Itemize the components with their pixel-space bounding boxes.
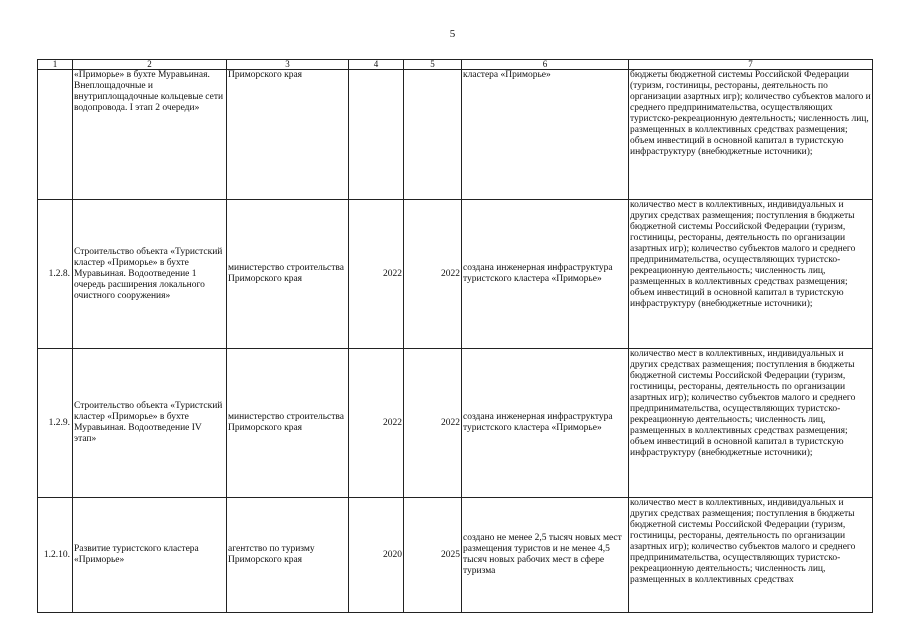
expected-result: кластера «Приморье» bbox=[462, 70, 629, 200]
item-number: 1.2.9. bbox=[38, 349, 73, 498]
column-header: 4 bbox=[349, 60, 404, 70]
expected-result: создана инженерная инфраструктура туристского кластера «Приморье» bbox=[462, 349, 629, 498]
start-year: 2022 bbox=[349, 349, 404, 498]
column-header: 5 bbox=[404, 60, 462, 70]
end-year: 2022 bbox=[404, 349, 462, 498]
responsible-executor: министерство строительства Приморского края bbox=[227, 200, 349, 349]
start-year: 2020 bbox=[349, 498, 404, 613]
column-header: 6 bbox=[462, 60, 629, 70]
measure-name: «Приморье» в бухте Муравьиная. Внеплощадочные и внутриплощадочные кольцевые сети водопровода. I этап 2 очереди» bbox=[73, 70, 227, 200]
end-year bbox=[404, 70, 462, 200]
column-header: 3 bbox=[227, 60, 349, 70]
expected-result: создана инженерная инфраструктура туристского кластера «Приморье» bbox=[462, 200, 629, 349]
column-number-row bbox=[38, 60, 873, 70]
target-indicators: бюджеты бюджетной системы Российской Федерации (туризм, гостиницы, рестораны, деятельность по организации азартных игр); количество субъектов малого и среднего предпринимательства, осуществляющих туристско-рекреационную деятельность; численность лиц, размещенных в коллективных средствах размещения; объем инвестиций в основной капитал в туристскую инфраструктуру (внебюджетные источники); bbox=[629, 70, 873, 200]
measure-name: Развитие туристского кластера «Приморье» bbox=[73, 498, 227, 613]
column-header: 1 bbox=[38, 60, 73, 70]
table-row bbox=[38, 349, 873, 498]
responsible-executor: Приморского края bbox=[227, 70, 349, 200]
target-indicators: количество мест в коллективных, индивидуальных и других средствах размещения; поступления в бюджеты бюджетной системы Российской Федерации (туризм, гостиницы, рестораны, деятельность по организации азартных игр); количество субъектов малого и среднего предпринимательства, осуществляющих туристско-рекреационную деятельность; численность лиц, размещенных в коллективных средствах размещения; объем инвестиций в основной капитал в туристскую инфраструктуру (внебюджетные источники); bbox=[629, 349, 873, 498]
item-number: 1.2.10. bbox=[38, 498, 73, 613]
column-header: 7 bbox=[629, 60, 873, 70]
start-year: 2022 bbox=[349, 200, 404, 349]
end-year: 2022 bbox=[404, 200, 462, 349]
measure-name: Строительство объекта «Туристский кластер «Приморье» в бухте Муравьиная. Водоотведение IV этап» bbox=[73, 349, 227, 498]
item-number bbox=[38, 70, 73, 200]
end-year: 2025 bbox=[404, 498, 462, 613]
responsible-executor: министерство строительства Приморского края bbox=[227, 349, 349, 498]
table-row bbox=[38, 70, 873, 200]
column-header: 2 bbox=[73, 60, 227, 70]
measure-name: Строительство объекта «Туристский кластер «Приморье» в бухте Муравьиная. Водоотведение 1 очередь расширения локального очистного сооружения» bbox=[73, 200, 227, 349]
page-number: 5 bbox=[449, 28, 456, 40]
table-row bbox=[38, 498, 873, 613]
responsible-executor: агентство по туризму Приморского края bbox=[227, 498, 349, 613]
measures-table bbox=[37, 59, 873, 613]
target-indicators: количество мест в коллективных, индивидуальных и других средствах размещения; поступления в бюджеты бюджетной системы Российской Федерации (туризм, гостиницы, рестораны, деятельность по организации азартных игр); количество субъектов малого и среднего предпринимательства, осуществляющих туристско-рекреационную деятельность; численность лиц, размещенных в коллективных средствах размещения; объем инвестиций в основной капитал в туристскую инфраструктуру (внебюджетные источники); bbox=[629, 200, 873, 349]
expected-result: создано не менее 2,5 тысяч новых мест размещения туристов и не менее 4,5 тысяч новых рабочих мест в сфере туризма bbox=[462, 498, 629, 613]
table-row bbox=[38, 200, 873, 349]
start-year bbox=[349, 70, 404, 200]
target-indicators: количество мест в коллективных, индивидуальных и других средствах размещения; поступления в бюджеты бюджетной системы Российской Федерации (туризм, гостиницы, рестораны, деятельность по организации азартных игр); количество субъектов малого и среднего предпринимательства, осуществляющих туристско-рекреационную деятельность; численность лиц, размещенных в коллективных средствах bbox=[629, 498, 873, 613]
item-number: 1.2.8. bbox=[38, 200, 73, 349]
